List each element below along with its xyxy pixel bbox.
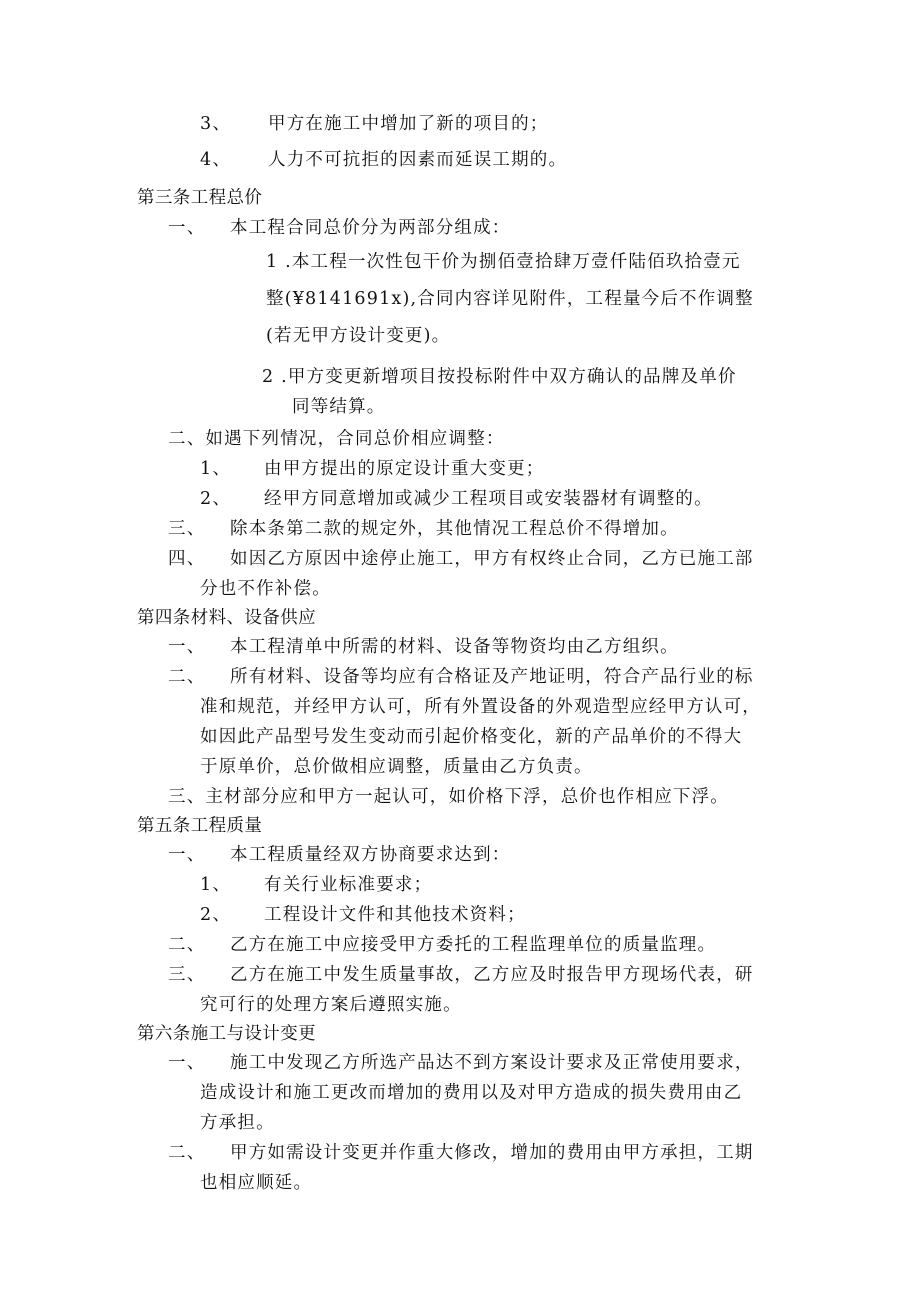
clause-text: 施工中发现乙方所选产品达不到方案设计要求及正常使用要求，	[230, 1053, 754, 1073]
item-number: 4、	[200, 150, 232, 170]
article-3-clause-1-sub-1-line-1: 1 .本工程一次性包干价为捌佰壹拾肆万壹仟陆佰玖拾壹元	[266, 252, 741, 272]
clause-number: 二、	[168, 667, 206, 687]
clause-number: 一、	[168, 637, 206, 657]
article-4-clause-2-line-1	[168, 665, 754, 689]
article-3-clause-1-sub-1-line-2: 整(¥8141691x),合同内容详见附件，工程量今后不作调整	[266, 289, 754, 309]
clause-text: 本工程合同总价分为两部分组成：	[230, 218, 511, 238]
clause-number: 二、	[168, 935, 206, 955]
article-6-clause-2-line-2: 也相应顺延。	[200, 1173, 313, 1193]
item-text: 甲方在施工中增加了新的项目的；	[268, 114, 549, 134]
article-6-clause-2-line-1	[168, 1141, 754, 1165]
clause-text: 乙方在施工中应接受甲方委托的工程监理单位的质量监理。	[230, 935, 717, 955]
article-6-clause-1-line-3: 方承担。	[200, 1113, 275, 1133]
article-4-clause-3: 三、主材部分应和甲方一起认可，如价格下浮，总价也作相应下浮。	[168, 787, 729, 807]
clause-number: 四、	[168, 549, 206, 569]
item-text: 由甲方提出的原定设计重大变更；	[264, 459, 545, 479]
article-4-clause-2-line-4: 于原单价，总价做相应调整，质量由乙方负责。	[200, 757, 593, 777]
clause-number: 三、	[168, 965, 206, 985]
article-6-clause-1-line-2: 造成设计和施工更改而增加的费用以及对甲方造成的损失费用由乙	[200, 1083, 743, 1103]
article-3-heading: 第三条工程总价	[137, 188, 263, 208]
clause-2-item-3	[200, 112, 549, 136]
article-3-clause-3	[168, 517, 679, 541]
clause-number: 一、	[168, 218, 206, 238]
article-5-clause-3-line-2: 究可行的处理方案后遵照实施。	[200, 995, 462, 1015]
item-number: 3、	[200, 114, 232, 134]
article-3-clause-2-item-2	[200, 487, 713, 511]
article-5-clause-3-line-1	[168, 963, 754, 987]
article-3-clause-2-item-1	[200, 457, 545, 481]
clause-number: 二、	[168, 1143, 206, 1163]
clause-text: 所有材料、设备等均应有合格证及产地证明，符合产品行业的标	[230, 667, 754, 687]
clause-number: 一、	[168, 1053, 206, 1073]
article-5-heading: 第五条工程质量	[137, 816, 263, 836]
article-3-clause-1-sub-2-line-1: 2 .甲方变更新增项目按投标附件中双方确认的品牌及单价	[262, 367, 737, 387]
clause-2-item-4	[200, 148, 567, 172]
article-4-clause-2-line-2: 准和规范，并经甲方认可，所有外置设备的外观造型应经甲方认可，	[200, 697, 761, 717]
article-3-clause-1-sub-1-line-3: (若无甲方设计变更)。	[266, 326, 451, 346]
article-3-clause-2: 二、如遇下列情况，合同总价相应调整：	[168, 429, 505, 449]
article-4-clause-2-line-3: 如因此产品型号发生变动而引起价格变化，新的产品单价的不得大	[200, 727, 743, 747]
item-text: 人力不可抗拒的因素而延误工期的。	[268, 150, 568, 170]
article-5-clause-1	[168, 843, 511, 867]
article-6-heading: 第六条施工与设计变更	[137, 1024, 316, 1044]
item-text: 工程设计文件和其他技术资料；	[264, 905, 526, 925]
article-3-clause-1	[168, 216, 511, 240]
item-number: 2、	[200, 489, 232, 509]
article-4-clause-1	[168, 635, 679, 659]
article-5-clause-2	[168, 933, 716, 957]
item-text: 有关行业标准要求；	[264, 875, 433, 895]
clause-text: 甲方如需设计变更并作重大修改，增加的费用由甲方承担，工期	[230, 1143, 754, 1163]
item-number: 1、	[200, 459, 232, 479]
article-3-clause-4-line-1	[168, 547, 754, 571]
article-5-clause-1-item-1	[200, 873, 432, 897]
clause-number: 一、	[168, 845, 206, 865]
item-number: 1、	[200, 875, 232, 895]
article-6-clause-1-line-1	[168, 1051, 754, 1075]
clause-number: 三、	[168, 519, 206, 539]
article-5-clause-1-item-2	[200, 903, 526, 927]
article-3-clause-1-sub-2-line-2: 同等结算。	[292, 397, 386, 417]
clause-text: 本工程质量经双方协商要求达到：	[230, 845, 511, 865]
item-text: 经甲方同意增加或减少工程项目或安装器材有调整的。	[264, 489, 713, 509]
clause-text: 乙方在施工中发生质量事故，乙方应及时报告甲方现场代表，研	[230, 965, 754, 985]
clause-text: 如因乙方原因中途停止施工，甲方有权终止合同，乙方已施工部	[230, 549, 754, 569]
clause-text: 除本条第二款的规定外，其他情况工程总价不得增加。	[230, 519, 679, 539]
item-number: 2、	[200, 905, 232, 925]
article-4-heading: 第四条材料、设备供应	[137, 608, 316, 628]
clause-text: 本工程清单中所需的材料、设备等物资均由乙方组织。	[230, 637, 679, 657]
article-3-clause-4-line-2: 分也不作补偿。	[200, 579, 331, 599]
